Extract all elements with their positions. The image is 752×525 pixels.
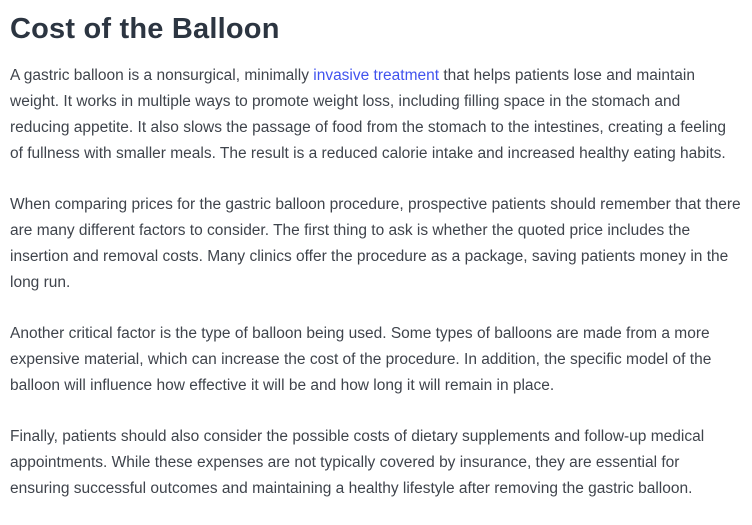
paragraph-balloon-type: Another critical factor is the type of balloon being used. Some types of balloons are made from a more expensive material, which can increase the cost of the procedure. In addition, the specific model of the balloon will influence how effective it will be and how long it will remain in place.	[10, 325, 712, 394]
invasive-treatment-link[interactable]: invasive treatment	[313, 67, 440, 84]
paragraph-additional-costs: Finally, patients should also consider the possible costs of dietary supplements and follow-up medical appointments. While these expenses are not typically covered by insurance, they are essential for ensuring successful outcomes and maintaining a healthy lifestyle after removing the gastric balloon.	[10, 428, 705, 497]
paragraph-intro	[10, 63, 743, 167]
page-title: Cost of the Balloon	[10, 13, 280, 45]
paragraph-intro-text-before-link: A gastric balloon is a nonsurgical, minimally	[10, 67, 314, 84]
paragraph-comparing-prices: When comparing prices for the gastric balloon procedure, prospective patients should remember that there are many different factors to consider. The first thing to ask is whether the quoted price includes the insertion and removal costs. Many clinics offer the procedure as a package, saving patients money in the long run.	[10, 196, 741, 291]
paragraph-intro-text-after-link: that helps patients lose and maintain weight. It works in multiple ways to promote weight loss, including filling space in the stomach and reducing appetite. It also slows the passage of food from the stomach to the intestines, creating a feeling of fullness with smaller meals. The result is a reduced calorie intake and increased healthy eating habits.	[10, 67, 727, 162]
